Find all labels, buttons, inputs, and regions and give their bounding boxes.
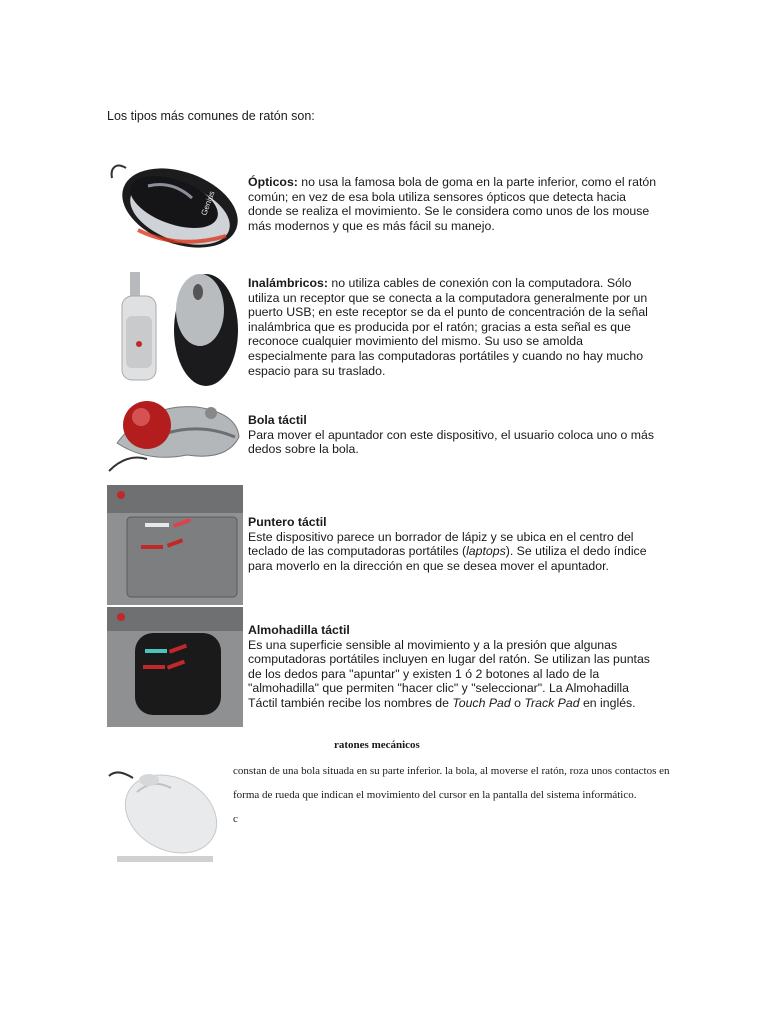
pointing-stick-description (248, 515, 658, 573)
optical-body: no usa la famosa bola de goma en la parte inferior, como el ratón común; en vez de esa bola utiliza sensores ópticos que detecta hacia donde se realiza el movimiento. Se le considera como unos de los mouse más modernos y que es más fácil su manejo. (248, 175, 657, 233)
wireless-description (248, 276, 658, 378)
mechanical-mouse-icon (107, 762, 223, 866)
mechanical-title: ratones mecánicos (334, 739, 420, 751)
intro-text: Los tipos más comunes de ratón son: (107, 109, 315, 123)
touchpad-description (248, 623, 658, 711)
touchpad-title: Almohadilla táctil (248, 623, 350, 637)
touchpad-body-after: en inglés. (579, 695, 636, 710)
trackball-title: Bola táctil (248, 413, 307, 427)
wireless-body: no utiliza cables de conexión con la computadora. Sólo utiliza un receptor que se conecta a la computadora generalmente por un puerto USB; en este receptor se da el punto de concentración de la señal inalámbrica que es producida por el ratón; gracias a esta señal es que reconoce cualquier movimiento del mismo. Su uso se amolda especialmente para las computadoras portátiles y cuando no hay mucho espacio para su traslado. (248, 276, 648, 378)
wireless-title: Inalámbricos: (248, 276, 328, 290)
pointing-stick-icon (107, 485, 243, 605)
trackball-body: Para mover el apuntador con este dispositivo, el usuario coloca uno o más dedos sobre la bola. (248, 427, 655, 457)
pointing-stick-body-before: Este dispositivo parece un borrador de lápiz y se ubica en el centro del teclado de las computadoras portátiles ( (248, 529, 634, 559)
optical-description (248, 175, 658, 233)
mechanical-trailing: c (233, 812, 238, 825)
mechanical-description (233, 760, 673, 831)
pointing-stick-body-italic: laptops (466, 544, 506, 559)
trackball-description (248, 413, 658, 457)
touchpad-italic-1: Touch Pad (452, 695, 511, 710)
mechanical-body: constan de una bola situada en su parte inferior. la bola, al moverse el ratón, roza unos contactos en forma de rueda que indican el movimiento del cursor en la pantalla del sistema informático. (233, 765, 670, 801)
touchpad-body-before: Es una superficie sensible al movimiento y a la presión que algunas computadoras portátiles incluyen en lugar del ratón. Se utilizan las puntas de los dedos para "apuntar" y existen 1 ó 2 botones al lado de la "almohadilla" que permiten "hacer clic" y "seleccionar". La Almohadilla Táctil también recibe los nombres de (248, 637, 650, 710)
genius-label: Genius (199, 189, 217, 217)
pointing-stick-body-after: ). Se utiliza el dedo índice para moverlo en la dirección en que se desea mover el apuntador. (248, 544, 647, 573)
optical-title: Ópticos: (248, 175, 298, 189)
touchpad-icon (107, 607, 243, 727)
wireless-mouse-icon (112, 266, 238, 386)
optical-mouse-icon (108, 158, 238, 254)
pointing-stick-title: Puntero táctil (248, 515, 327, 529)
trackball-icon (107, 393, 243, 479)
touchpad-italic-2: Track Pad (524, 695, 580, 710)
touchpad-connector: o (510, 695, 525, 710)
